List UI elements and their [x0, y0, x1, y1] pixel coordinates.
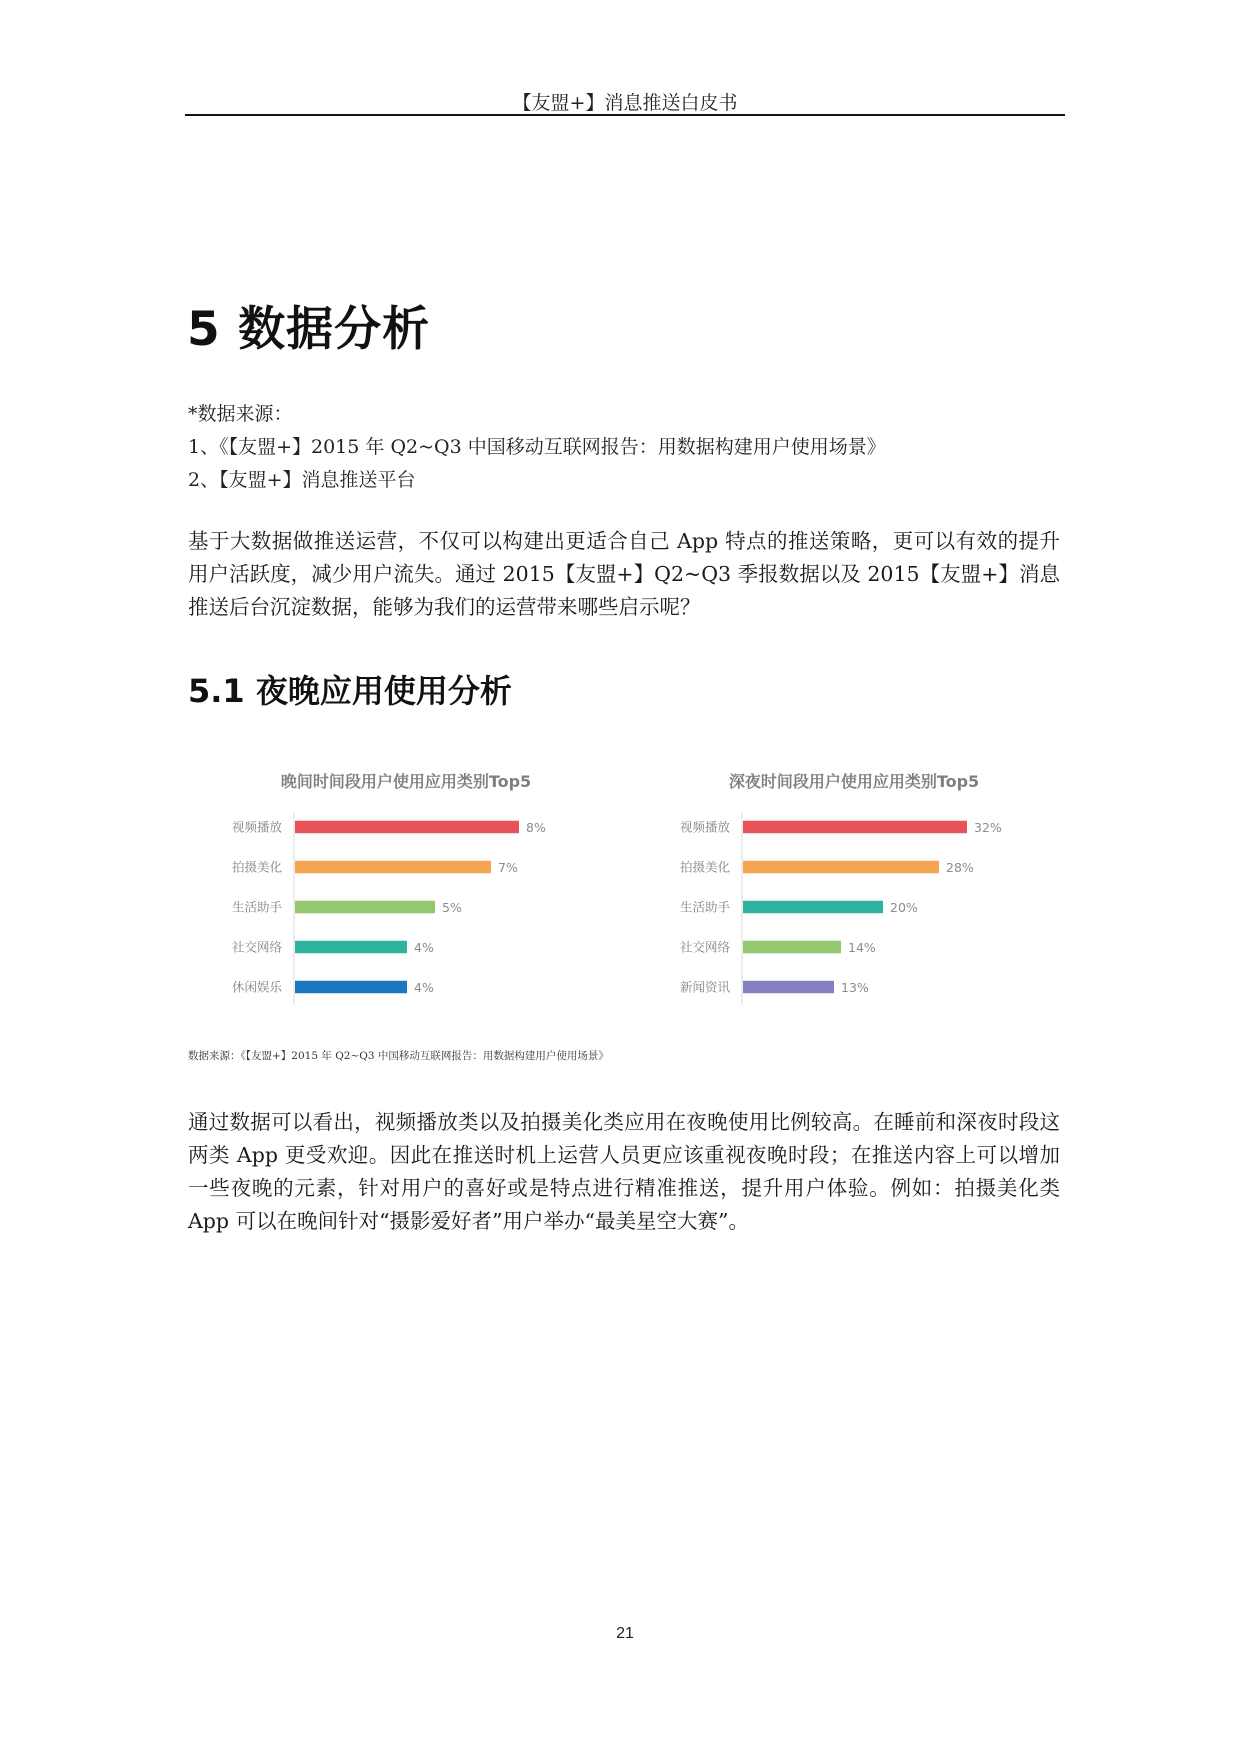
bar — [295, 861, 491, 874]
bar — [295, 821, 519, 834]
subsection-heading: 5.1 夜晚应用使用分析 — [188, 672, 512, 710]
bar — [743, 861, 939, 874]
bar-value-label: 4% — [414, 940, 434, 955]
category-label: 拍摄美化 — [679, 859, 730, 875]
intro-paragraph: 基于大数据做推送运营，不仅可以构建出更适合自己 App 特点的推送策略，更可以有效的提升用户活跃度，减少用户流失。通过 2015【友盟+】Q2~Q3 季报数据以及 2015【友盟+】消息推送后台沉淀数据，能够为我们的运营带来哪些启示呢？ — [188, 529, 1060, 619]
data-sources — [188, 398, 1068, 497]
bar-value-label: 13% — [841, 980, 869, 995]
evening-usage-chart — [200, 770, 620, 1030]
bar — [743, 941, 841, 954]
bar — [295, 901, 435, 914]
late-night-usage-chart-svg — [648, 770, 1068, 1030]
page-number: 21 — [616, 1625, 634, 1642]
category-label: 社交网络 — [679, 939, 730, 955]
category-label: 视频播放 — [679, 819, 730, 835]
category-label: 休闲娱乐 — [231, 979, 282, 995]
category-label: 视频播放 — [231, 819, 282, 835]
category-label: 生活助手 — [231, 899, 282, 915]
bar-value-label: 4% — [414, 980, 434, 995]
bar-value-label: 28% — [946, 860, 974, 875]
bar — [295, 941, 407, 954]
bar-value-label: 8% — [526, 820, 546, 835]
bar — [295, 981, 407, 994]
data-source-item: 1、《【友盟+】2015 年 Q2~Q3 中国移动互联网报告：用数据构建用户使用场景》 — [188, 436, 886, 458]
data-sources-heading: *数据来源： — [188, 403, 293, 425]
bar — [743, 821, 967, 834]
late-night-usage-chart — [648, 770, 1068, 1030]
header-rule — [185, 114, 1065, 116]
category-label: 生活助手 — [679, 899, 730, 915]
bar — [743, 981, 834, 994]
bar-value-label: 7% — [498, 860, 518, 875]
evening-usage-chart-svg — [200, 770, 620, 1030]
page-header-title: 【友盟+】消息推送白皮书 — [512, 92, 738, 114]
data-source-item: 2、【友盟+】消息推送平台 — [188, 469, 416, 491]
bar-value-label: 14% — [848, 940, 876, 955]
bar-value-label: 20% — [890, 900, 918, 915]
bar-value-label: 5% — [442, 900, 462, 915]
conclusion-paragraph: 通过数据可以看出，视频播放类以及拍摄美化类应用在夜晚使用比例较高。在睡前和深夜时段这两类 App 更受欢迎。因此在推送时机上运营人员更应该重视夜晚时段；在推送内容上可以增加一些夜晚的元素，针对用户的喜好或是特点进行精准推送，提升用户体验。例如：拍摄美化类 App 可以在晚间针对“摄影爱好者”用户举办“最美星空大赛”。 — [188, 1110, 1060, 1233]
category-label: 社交网络 — [231, 939, 282, 955]
chart-title: 晚间时间段用户使用应用类别Top5 — [280, 772, 532, 791]
bar — [743, 901, 883, 914]
category-label: 新闻资讯 — [679, 979, 730, 995]
chart-title: 深夜时间段用户使用应用类别Top5 — [728, 772, 980, 791]
chart-source-note: 数据来源：《【友盟+】2015 年 Q2~Q3 中国移动互联网报告：用数据构建用户使用场景》 — [188, 1050, 609, 1062]
bar-value-label: 32% — [974, 820, 1002, 835]
section-heading: 5 数据分析 — [187, 302, 431, 357]
category-label: 拍摄美化 — [231, 859, 282, 875]
